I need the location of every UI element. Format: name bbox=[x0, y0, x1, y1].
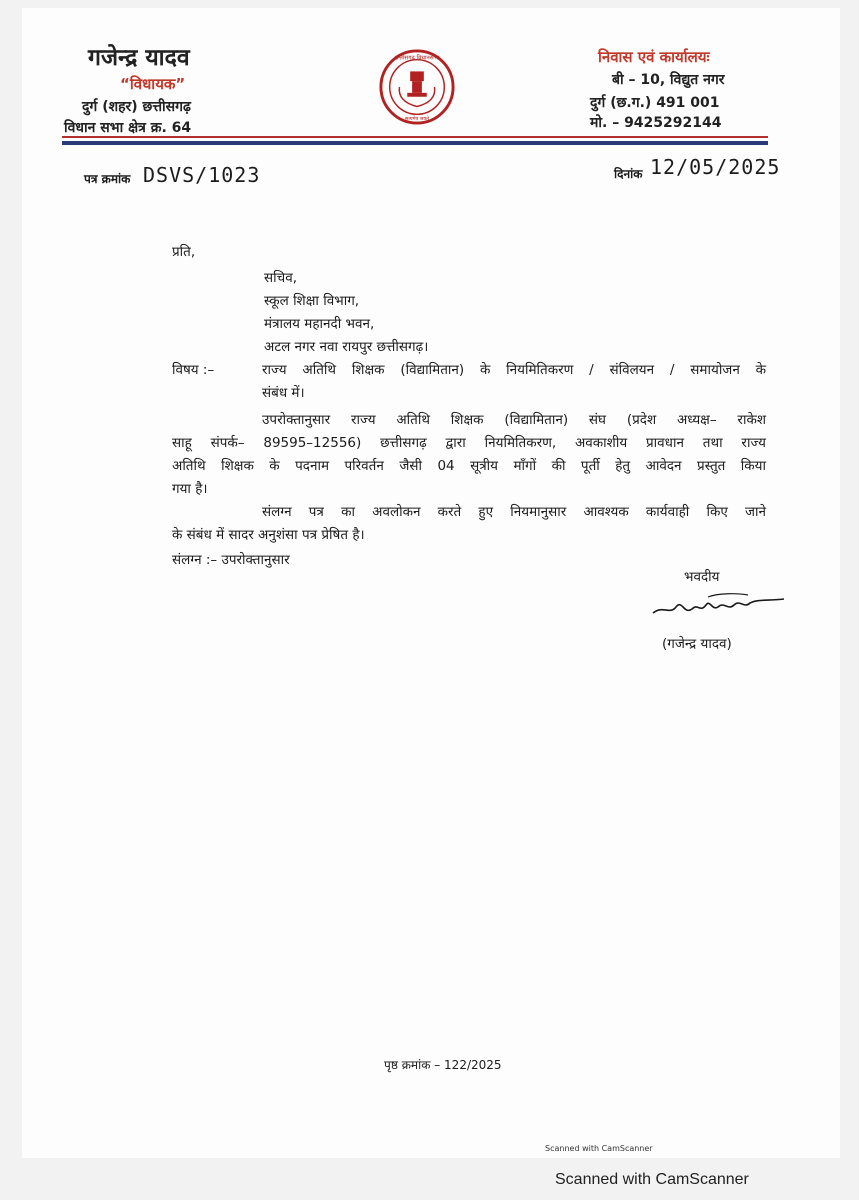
date-label: दिनांक bbox=[614, 167, 643, 181]
enclosure: संलग्न :– उपरोक्तानुसार bbox=[172, 552, 290, 568]
body-line: के संबंध में सादर अनुशंसा पत्र प्रेषित है। bbox=[172, 527, 365, 543]
recipient-line: मंत्रालय महानदी भवन, bbox=[264, 316, 375, 332]
designation: “विधायक” bbox=[120, 75, 186, 93]
subject-text-cont: संबंध में। bbox=[262, 385, 305, 401]
reference-number: DSVS/1023 bbox=[143, 163, 261, 187]
phone-number: मो. – 9425292144 bbox=[590, 115, 722, 131]
svg-text:छत्तीसगढ़ विधानसभा: छत्तीसगढ़ विधानसभा bbox=[394, 55, 440, 62]
reference-label: पत्र क्रमांक bbox=[84, 172, 131, 186]
recipient-line: सचिव, bbox=[264, 270, 297, 286]
svg-text:सत्यमेव जयते: सत्यमेव जयते bbox=[405, 116, 429, 123]
assembly-seal-icon bbox=[378, 48, 456, 126]
subject-text: राज्य अतिथि शिक्षक (विद्यामितान) के नियमितिकरण / संविलयन / समायोजन के bbox=[262, 362, 766, 378]
header-rule-red bbox=[62, 136, 768, 138]
assembly-constituency: विधान सभा क्षेत्र क्र. 64 bbox=[64, 120, 192, 136]
scanner-watermark: Scanned with CamScanner bbox=[555, 1171, 749, 1188]
signature-icon bbox=[648, 585, 788, 625]
body-line: संलग्न पत्र का अवलोकन करते हुए नियमानुसार आवश्यक कार्यवाही किए जाने bbox=[262, 504, 766, 520]
mla-name: गजेन्द्र यादव bbox=[88, 45, 190, 71]
address-line-1: बी – 10, विद्युत नगर bbox=[612, 72, 725, 88]
header-rule-blue bbox=[62, 141, 768, 145]
address-line-2: दुर्ग (छ.ग.) 491 001 bbox=[590, 95, 720, 111]
page-reference: पृष्ठ क्रमांक – 122/2025 bbox=[384, 1058, 502, 1072]
body-line: उपरोक्तानुसार राज्य अतिथि शिक्षक (विद्यामितान) संघ (प्रदेश अध्यक्ष– राकेश bbox=[262, 412, 766, 428]
address-heading: निवास एवं कार्यालयः bbox=[598, 48, 710, 66]
body-line: अतिथि शिक्षक के पदनाम परिवर्तन जैसी 04 सूत्रीय माँगों की पूर्ती हेतु आवेदन प्रस्तुत किया bbox=[172, 458, 766, 474]
body-line: गया है। bbox=[172, 481, 208, 497]
subject-label: विषय :– bbox=[172, 362, 215, 378]
salutation: प्रति, bbox=[172, 244, 196, 260]
scanner-watermark-small: Scanned with CamScanner bbox=[545, 1144, 653, 1153]
constituency: दुर्ग (शहर) छत्तीसगढ़ bbox=[82, 99, 191, 115]
recipient-line: स्कूल शिक्षा विभाग, bbox=[264, 293, 360, 309]
recipient-line: अटल नगर नवा रायपुर छत्तीसगढ़। bbox=[264, 339, 429, 355]
date-value: 12/05/2025 bbox=[650, 155, 781, 179]
closing-yours: भवदीय bbox=[684, 569, 720, 585]
body-line: साहू संपर्क– 89595–12556) छत्तीसगढ़ द्वारा नियमितिकरण, अवकाशीय प्रावधान तथा राज्य bbox=[172, 435, 766, 451]
signatory-name: (गजेन्द्र यादव) bbox=[662, 636, 732, 652]
